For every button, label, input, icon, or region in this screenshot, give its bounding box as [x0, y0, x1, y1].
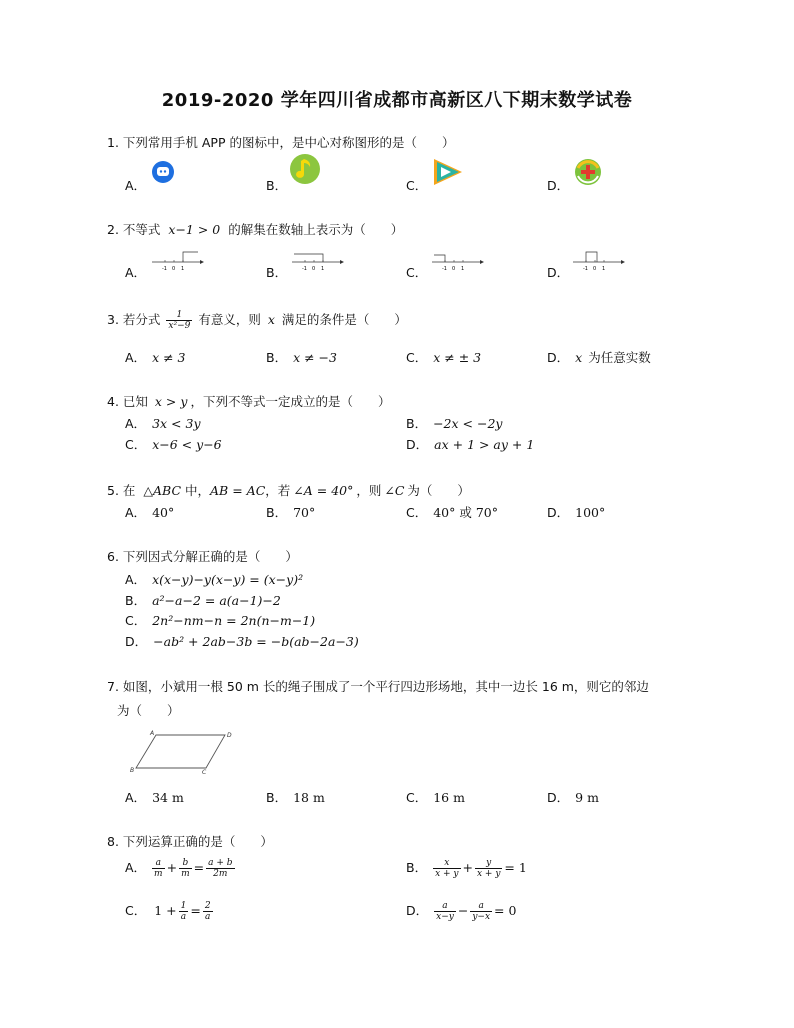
- q5-stem-suffix: 为（ ）: [407, 483, 470, 498]
- q2-stem-suffix: 的解集在数轴上表示为（ ）: [228, 222, 404, 237]
- q2-option-d-label: D．: [547, 265, 570, 280]
- q6-option-a-label: A．: [125, 572, 147, 587]
- q7-option-b: [266, 788, 325, 806]
- q8-option-d-label: D．: [406, 903, 429, 918]
- q8-a-frac1-den: m: [154, 869, 163, 879]
- q8-option-b: [406, 858, 527, 879]
- question-8-stem: 8. 下列运算正确的是（ ）: [107, 834, 273, 849]
- q6-option-c-math: 2n²−nm−n = 2n(n−m−1): [152, 613, 316, 628]
- q5-option-d-label: D．: [547, 505, 570, 520]
- q8-option-c: [125, 901, 215, 922]
- q5-stem-mid2: ，若: [265, 483, 291, 498]
- q5-stem-mid3: ，则: [356, 483, 382, 498]
- q1-option-c-label: C．: [406, 178, 428, 193]
- question-7-stem-line2: 为（ ）: [117, 703, 180, 718]
- q8-d-frac1-den: x−y: [436, 912, 454, 922]
- q5-angle-a: ∠A = 40°: [293, 483, 354, 498]
- q8-b-result: = 1: [504, 860, 527, 875]
- q5-option-d: [547, 503, 605, 521]
- q3-fraction: [166, 310, 192, 331]
- q8-c-frac1: [179, 901, 189, 922]
- q3-option-c-math: x ≠ ± 3: [433, 350, 482, 365]
- q5-option-c-value: 40° 或 70°: [433, 505, 498, 520]
- q2-stem-prefix: 2. 不等式: [107, 222, 161, 237]
- q5-option-c: [406, 503, 498, 521]
- q7-option-a-label: A．: [125, 790, 147, 805]
- q1-option-b-label: B．: [266, 178, 288, 193]
- q6-option-d-math: −ab² + 2ab−3b = −b(ab−2a−3): [153, 634, 359, 649]
- q5-option-a: [125, 503, 174, 521]
- q7-option-a-value: 34 m: [152, 790, 184, 805]
- q7-option-d-label: D．: [547, 790, 570, 805]
- q3-option-b-label: B．: [266, 350, 288, 365]
- q2-option-c-label: C．: [406, 265, 428, 280]
- q8-b-frac2: [475, 858, 502, 879]
- q7-option-b-value: 18 m: [293, 790, 325, 805]
- q5-stem-prefix: 5. 在: [107, 483, 136, 498]
- q3-stem-suffix: 满足的条件是（ ）: [281, 312, 407, 327]
- q8-option-a-label: A．: [125, 860, 147, 875]
- q8-a-frac3-den: 2m: [213, 869, 228, 879]
- q8-c-frac1-num: 1: [180, 901, 187, 911]
- q2-number-line-a: [150, 250, 206, 272]
- q8-c-one-plus: 1 +: [154, 903, 177, 918]
- q6-option-b: [125, 591, 281, 609]
- q4-option-d-math: ax + 1 > ay + 1: [434, 437, 535, 452]
- q5-option-c-label: C．: [406, 505, 428, 520]
- q4-option-a: [125, 414, 201, 432]
- q5-option-a-value: 40°: [152, 505, 175, 520]
- q5-stem-mid1: 中，: [185, 483, 211, 498]
- q8-d-frac2-den: y−x: [472, 912, 491, 922]
- q2-number-line-c: [430, 250, 486, 272]
- q4-option-a-math: 3x < 3y: [152, 416, 201, 431]
- q2-a-tick-1: 1: [181, 266, 185, 272]
- q8-option-d: [406, 901, 516, 922]
- q5-option-b-value: 70°: [293, 505, 316, 520]
- q7-option-d: [547, 788, 599, 806]
- q7-vertex-a: A: [150, 730, 155, 737]
- q8-d-result: = 0: [494, 903, 517, 918]
- chat-bubble-app-icon: [150, 158, 178, 186]
- q8-option-b-label: B．: [406, 860, 428, 875]
- q8-a-frac2-num: b: [179, 858, 192, 869]
- q8-d-minus: −: [457, 903, 469, 918]
- q3-option-d-math: x: [575, 350, 583, 365]
- q2-d-tick--1: -1: [583, 266, 588, 272]
- q6-option-a-math: x(x−y)−y(x−y) = (x−y)²: [152, 572, 304, 587]
- q3-variable: x: [267, 312, 275, 327]
- q8-c-frac2-num: 2: [204, 901, 211, 911]
- q7-option-c: [406, 788, 465, 806]
- q8-b-frac1-num: x: [433, 858, 460, 869]
- q7-parallelogram-figure: [126, 728, 238, 774]
- q6-option-c-label: C．: [125, 613, 147, 628]
- q4-option-c-label: C．: [125, 437, 147, 452]
- q8-d-frac1-num: a: [434, 901, 456, 912]
- question-4-stem: [107, 392, 390, 410]
- q2-c-tick-0: 0: [452, 266, 456, 272]
- q8-a-frac3: [206, 858, 234, 879]
- q8-option-c-label: C．: [125, 903, 147, 918]
- q8-a-frac1: [152, 858, 165, 879]
- q2-b-tick--1: -1: [302, 266, 307, 272]
- video-play-app-icon: [430, 156, 466, 188]
- q4-option-b-label: B．: [406, 416, 428, 431]
- music-note-app-icon: [288, 152, 322, 186]
- q3-option-c: [406, 348, 481, 366]
- plus-refresh-app-icon: [572, 156, 604, 188]
- q5-angle-c: ∠C: [384, 483, 405, 498]
- q8-b-plus: +: [462, 860, 473, 875]
- q4-option-d: [406, 435, 534, 453]
- q2-a-tick--1: -1: [162, 266, 167, 272]
- q2-option-b-label: B．: [266, 265, 288, 280]
- question-7-stem-line1: 7. 如图，小斌用一根 50 m 长的绳子围成了一个平行四边形场地，其中一边长 16 m，则它的邻边: [107, 679, 649, 694]
- q2-c-tick-1: 1: [461, 266, 465, 272]
- q4-option-b-math: −2x < −2y: [433, 416, 503, 431]
- q4-condition: x > y: [154, 394, 188, 409]
- q5-equal-sides: AB = AC: [210, 483, 266, 498]
- q8-a-frac1-num: a: [152, 858, 165, 869]
- q2-b-tick-1: 1: [321, 266, 325, 272]
- q5-option-b-label: B．: [266, 505, 288, 520]
- q2-number-line-b: [290, 250, 346, 272]
- q7-option-c-label: C．: [406, 790, 428, 805]
- q4-stem-prefix: 4. 已知: [107, 394, 148, 409]
- q8-d-frac1: [434, 901, 456, 922]
- q3-frac-numerator: 1: [166, 310, 192, 321]
- page-title: 2019-2020 学年四川省成都市高新区八下期末数学试卷: [161, 90, 633, 111]
- q7-option-d-value: 9 m: [575, 790, 599, 805]
- q3-stem-prefix: 3. 若分式: [107, 312, 161, 327]
- q8-b-frac2-num: y: [475, 858, 502, 869]
- q8-d-frac2: [470, 901, 492, 922]
- q6-option-d: [125, 632, 359, 650]
- q8-b-frac2-den: x + y: [476, 869, 501, 879]
- q5-option-a-label: A．: [125, 505, 147, 520]
- q4-option-b: [406, 414, 502, 432]
- q3-option-d-label: D．: [547, 350, 570, 365]
- q3-option-a-math: x ≠ 3: [152, 350, 186, 365]
- q4-option-a-label: A．: [125, 416, 147, 431]
- q8-b-frac1: [433, 858, 460, 879]
- q4-option-d-label: D．: [406, 437, 429, 452]
- q8-c-frac1-den: a: [180, 912, 187, 922]
- q8-a-plus: +: [166, 860, 178, 875]
- question-2-stem: [107, 220, 403, 238]
- q2-c-tick--1: -1: [442, 266, 447, 272]
- q3-option-a: [125, 348, 186, 366]
- q2-d-tick-0: 0: [593, 266, 597, 272]
- q6-option-b-label: B．: [125, 593, 147, 608]
- q4-stem-suffix: ，下列不等式一定成立的是（ ）: [190, 394, 391, 409]
- q5-option-b: [266, 503, 315, 521]
- q8-a-frac3-num: a + b: [208, 858, 233, 868]
- q1-option-a-label: A．: [125, 178, 147, 193]
- q3-option-c-label: C．: [406, 350, 428, 365]
- q3-option-d-text: 为任意实数: [588, 350, 651, 365]
- q3-option-d: [547, 348, 651, 366]
- q3-option-b: [266, 348, 337, 366]
- q8-a-equals: =: [193, 860, 205, 875]
- q5-triangle: △ABC: [143, 483, 182, 498]
- q6-option-b-math: a²−a−2 = a(a−1)−2: [152, 593, 281, 608]
- q8-option-a: [125, 858, 237, 879]
- q7-vertex-b: B: [130, 767, 135, 774]
- q2-b-tick-0: 0: [312, 266, 316, 272]
- q7-option-c-value: 16 m: [433, 790, 465, 805]
- q3-option-b-math: x ≠ −3: [293, 350, 337, 365]
- q8-b-frac1-den: x + y: [435, 869, 459, 879]
- q3-option-a-label: A．: [125, 350, 147, 365]
- q8-a-frac2: [179, 858, 192, 879]
- q7-option-a: [125, 788, 184, 806]
- q2-option-a-label: A．: [125, 265, 147, 280]
- q2-inequality: x−1 > 0: [168, 222, 221, 237]
- q6-option-a: [125, 570, 303, 588]
- q2-number-line-d: [571, 250, 627, 272]
- q8-c-frac2: [203, 901, 213, 922]
- q8-a-frac2-den: m: [181, 869, 190, 879]
- q8-c-frac2-den: a: [205, 912, 211, 922]
- question-1-stem: 1. 下列常用手机 APP 的图标中，是中心对称图形的是（ ）: [107, 135, 455, 150]
- q7-vertex-c: C: [202, 769, 207, 774]
- question-5-stem: [107, 481, 470, 499]
- q2-d-tick-1: 1: [602, 266, 606, 272]
- q4-option-c-math: x−6 < y−6: [152, 437, 222, 452]
- q8-c-equals: =: [190, 903, 201, 918]
- question-3-stem: [107, 310, 407, 331]
- q3-stem-middle: 有意义，则: [198, 312, 261, 327]
- q2-a-tick-0: 0: [172, 266, 176, 272]
- q3-frac-denominator: x²−9: [168, 321, 191, 331]
- q4-option-c: [125, 435, 222, 453]
- q7-option-b-label: B．: [266, 790, 288, 805]
- q7-vertex-d: D: [227, 732, 232, 739]
- q6-option-c: [125, 611, 315, 629]
- q6-option-d-label: D．: [125, 634, 148, 649]
- q5-option-d-value: 100°: [575, 505, 606, 520]
- question-6-stem: 6. 下列因式分解正确的是（ ）: [107, 549, 298, 564]
- q8-d-frac2-num: a: [470, 901, 492, 912]
- q1-option-d-label: D．: [547, 178, 570, 193]
